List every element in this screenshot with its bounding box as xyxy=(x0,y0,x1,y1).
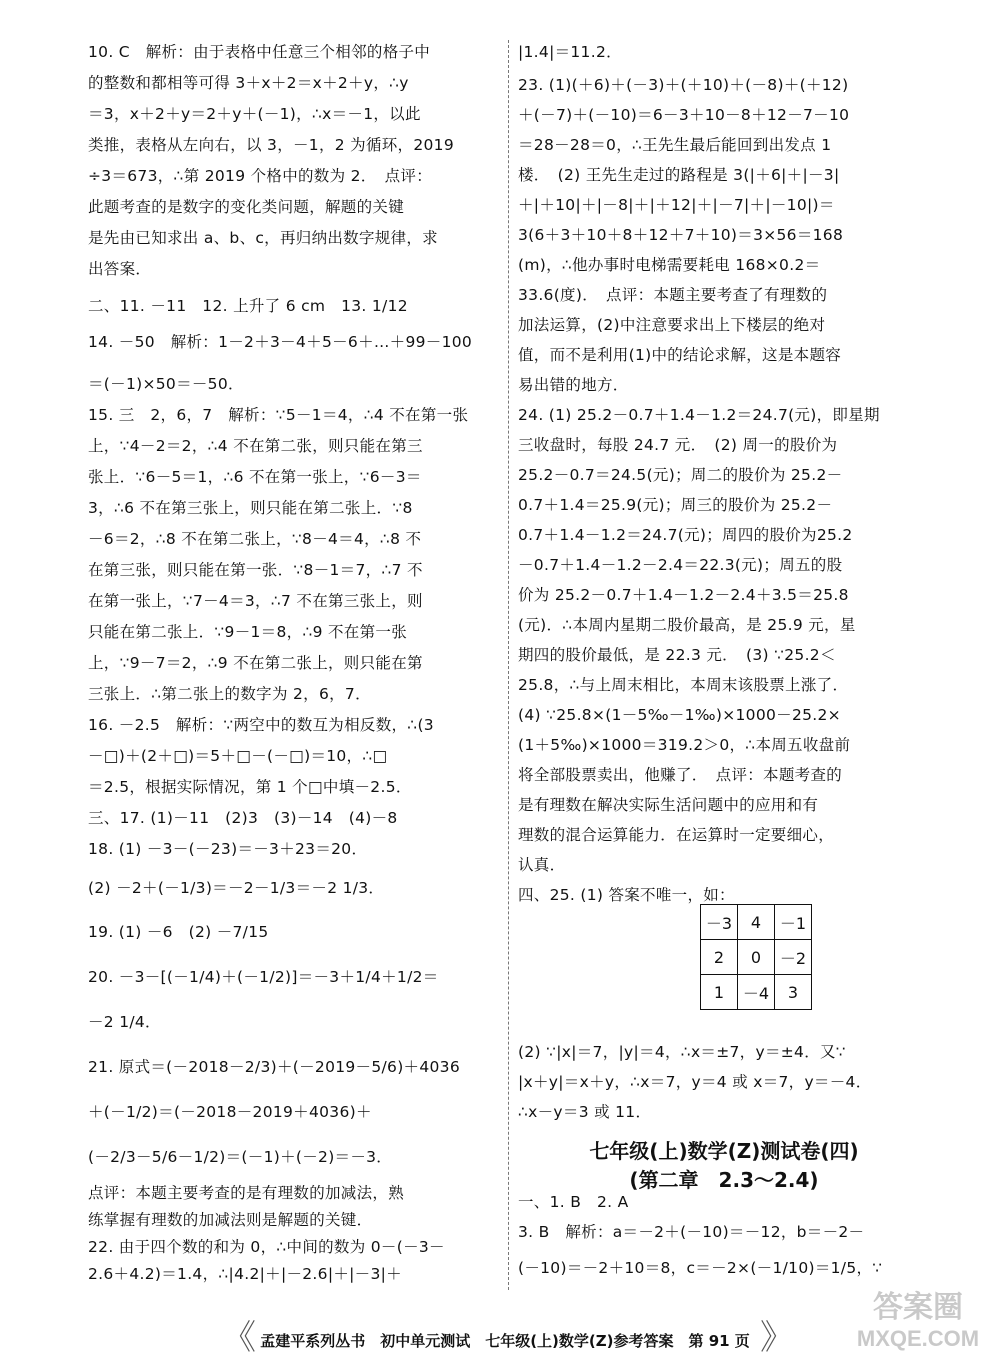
text-line: 将全部股票卖出，他赚了． 点评：本题考查的 xyxy=(518,766,843,784)
text-line: 10. C 解析：由于表格中任意三个相邻的格子中 xyxy=(88,43,431,61)
text-line: 0.7＋1.4－1.2＝24.7(元)；周四的股价为25.2 xyxy=(518,526,853,544)
text-line: 四、25. (1) 答案不唯一，如： xyxy=(518,886,735,904)
text-line: 21. 原式＝(－2018－2/3)＋(－2019－5/6)＋4036 xyxy=(88,1058,460,1076)
text-line: 练掌握有理数的加减法则是解题的关键． xyxy=(88,1211,373,1229)
watermark-logo xyxy=(848,1282,988,1352)
text-line: 15. 三 2，6，7 解析：∵5－1＝4，∴4 不在第一张 xyxy=(88,406,469,424)
text-line: －0.7＋1.4－1.2－2.4＝22.3(元)；周五的股 xyxy=(518,556,843,574)
text-line: 3(6＋3＋10＋8＋12＋7＋10)＝3×56＝168 xyxy=(518,226,844,244)
text-line: 20. －3－[(－1/4)＋(－1/2)]＝－3＋1/4＋1/2＝ xyxy=(88,968,439,986)
chevron-right-icon: 》 xyxy=(760,1318,794,1358)
text-line: ＋(－1/2)＝(－2018－2019＋4036)＋ xyxy=(88,1103,372,1121)
grid-cell: －4 xyxy=(738,975,775,1010)
text-line: ＝3，x＋2＋y＝2＋y＋(－1)，∴x＝－1，以此 xyxy=(88,105,421,123)
text-line: 认真． xyxy=(518,856,566,874)
text-line: 上，∵4－2＝2，∴4 不在第二张，则只能在第三 xyxy=(88,437,423,455)
text-line: 0.7＋1.4＝25.9(元)；周三的股价为 25.2－ xyxy=(518,496,833,514)
grid-cell: 4 xyxy=(738,905,775,940)
text-line: 33.6(度)． 点评：本题主要考查了有理数的 xyxy=(518,286,828,304)
grid-cell: 0 xyxy=(738,940,775,975)
text-line: 点评：本题主要考查的是有理数的加减法，熟 xyxy=(88,1184,405,1202)
text-line: (元)．∴本周内星期二股价最高，是 25.9 元，星 xyxy=(518,616,856,634)
text-line: 是先由已知求出 a、b、c，再归纳出数字规律，求 xyxy=(88,229,438,247)
text-line: 是有理数在解决实际生活问题中的应用和有 xyxy=(518,796,819,814)
grid-cell: 1 xyxy=(701,975,738,1010)
text-line: 三张上．∴第二张上的数字为 2，6，7． xyxy=(88,685,371,703)
grid-cell: －3 xyxy=(701,905,738,940)
text-line: ＝(－1)×50＝－50． xyxy=(88,375,244,393)
chevron-left-icon: 《 xyxy=(222,1318,256,1358)
text-line: 此题考查的是数字的变化类问题，解题的关键 xyxy=(88,198,405,216)
page-footer: 孟建平系列丛书 初中单元测试 七年级(上)数学(Z)参考答案 第 91 页 xyxy=(260,1332,750,1350)
section-subtitle: (第二章 2.3～2.4) xyxy=(629,1168,819,1192)
text-line: 易出错的地方． xyxy=(518,376,629,394)
text-line: 理数的混合运算能力．在运算时一定要细心， xyxy=(518,826,835,844)
section-title: 七年级(上)数学(Z)测试卷(四) xyxy=(589,1139,859,1163)
text-line: 期四的股价最低，是 22.3 元． (3) ∵25.2＜ xyxy=(518,646,836,664)
text-line: (－2/3－5/6－1/2)＝(－1)＋(－2)＝－3． xyxy=(88,1148,393,1166)
watermark-line2: MXQE.COM xyxy=(856,1326,980,1351)
text-line: (m)，∴他办事时电梯需要耗电 168×0.2＝ xyxy=(518,256,821,274)
text-line: 23. (1)(＋6)＋(－3)＋(＋10)＋(－8)＋(＋12) xyxy=(518,76,849,94)
text-line: 3. B 解析：a＝－2＋(－10)＝－12，b＝－2－ xyxy=(518,1223,865,1241)
text-line: －6＝2，∴8 不在第二张上，∵8－4＝4，∴8 不 xyxy=(88,530,422,548)
text-line: 加法运算，(2)中注意要求出上下楼层的绝对 xyxy=(518,316,826,334)
text-line: (4) ∵25.8×(1－5‰－1‰)×1000－25.2× xyxy=(518,706,841,724)
grid-cell: －1 xyxy=(775,905,812,940)
text-line: 三收盘时，每股 24.7 元． (2) 周一的股价为 xyxy=(518,436,838,454)
text-line: ÷3＝673，∴第 2019 个格中的数为 2． 点评： xyxy=(88,167,433,185)
text-line: 上，∵9－7＝2，∴9 不在第二张上，则只能在第 xyxy=(88,654,423,672)
text-line: －2 1/4． xyxy=(88,1013,161,1031)
text-line: 楼． (2) 王先生走过的路程是 3(|＋6|＋|－3| xyxy=(518,166,840,184)
text-line: (－10)＝－2＋10＝8，c＝－2×(－1/10)＝1/5，∵ xyxy=(518,1259,883,1277)
text-line: 25.8，∴与上周末相比，本周末该股票上涨了． xyxy=(518,676,849,694)
text-line: (1＋5‰)×1000＝319.2＞0，∴本周五收盘前 xyxy=(518,736,851,754)
text-line: 19. (1) －6 (2) －7/15 xyxy=(88,923,269,941)
grid-cell: 2 xyxy=(701,940,738,975)
grid-cell: －2 xyxy=(775,940,812,975)
text-line: 22. 由于四个数的和为 0，∴中间的数为 0－(－3－ xyxy=(88,1238,445,1256)
text-line: 2.6＋4.2)＝1.4，∴|4.2|＋|－2.6|＋|－3|＋ xyxy=(88,1265,402,1283)
text-line: ＋(－7)＋(－10)＝6－3＋10－8＋12－7－10 xyxy=(518,106,850,124)
text-line: 24. (1) 25.2－0.7＋1.4－1.2＝24.7(元)，即星期 xyxy=(518,406,880,424)
text-line: 14. －50 解析：1－2＋3－4＋5－6＋…＋99－100 xyxy=(88,333,473,351)
text-line: 一、1. B 2. A xyxy=(518,1193,629,1211)
text-line: －□)＋(2＋□)＝5＋□－(－□)＝10，∴□ xyxy=(88,747,388,765)
text-line: ＝28－28＝0，∴王先生最后能回到出发点 1 xyxy=(518,136,832,154)
text-line: 的整数和都相等可得 3＋x＋2＝x＋2＋y，∴y xyxy=(88,74,409,92)
grid-cell: 3 xyxy=(775,975,812,1010)
watermark-line1: 答案圈 xyxy=(873,1291,963,1324)
text-line: 只能在第二张上．∵9－1＝8，∴9 不在第一张 xyxy=(88,623,407,641)
column-divider xyxy=(508,40,509,1290)
text-line: 价为 25.2－0.7＋1.4－1.2－2.4＋3.5＝25.8 xyxy=(518,586,849,604)
text-line: (2) －2＋(－1/3)＝－2－1/3＝－2 1/3． xyxy=(88,879,385,897)
text-line: ＝2.5，根据实际情况，第 1 个□中填－2.5． xyxy=(88,778,412,796)
text-line: 类推，表格从左向右，以 3，－1，2 为循环，2019 xyxy=(88,136,454,154)
text-line: 二、11. －11 12. 上升了 6 cm 13. 1/12 xyxy=(88,297,408,315)
text-line: ∴x－y＝3 或 11． xyxy=(518,1103,652,1121)
text-line: 张上．∵6－5＝1，∴6 不在第一张上，∵6－3＝ xyxy=(88,468,422,486)
text-line: 3，∴6 不在第三张上，则只能在第二张上．∵8 xyxy=(88,499,413,517)
text-line: 16. －2.5 解析：∵两空中的数互为相反数，∴(3 xyxy=(88,716,434,734)
text-line: |x＋y|＝x＋y，∴x＝7，y＝4 或 x＝7，y＝－4． xyxy=(518,1073,872,1091)
text-line: |1.4|＝11.2． xyxy=(518,43,622,61)
text-line: 出答案． xyxy=(88,260,152,278)
text-line: 25.2－0.7＝24.5(元)；周二的股价为 25.2－ xyxy=(518,466,843,484)
text-line: 18. (1) －3－(－23)＝－3＋23＝20． xyxy=(88,840,368,858)
text-line: ＋|＋10|＋|－8|＋|＋12|＋|－7|＋|－10|)＝ xyxy=(518,196,835,214)
magic-square-table xyxy=(700,904,812,1010)
text-line: 三、17. (1)－11 (2)3 (3)－14 (4)－8 xyxy=(88,809,398,827)
text-line: (2) ∵|x|＝7，|y|＝4，∴x＝±7，y＝±4．又∵ xyxy=(518,1043,846,1061)
text-line: 在第三张，则只能在第一张．∵8－1＝7，∴7 不 xyxy=(88,561,423,579)
text-line: 值，而不是利用(1)中的结论求解，这是本题容 xyxy=(518,346,842,364)
text-line: 在第一张上，∵7－4＝3，∴7 不在第三张上，则 xyxy=(88,592,423,610)
